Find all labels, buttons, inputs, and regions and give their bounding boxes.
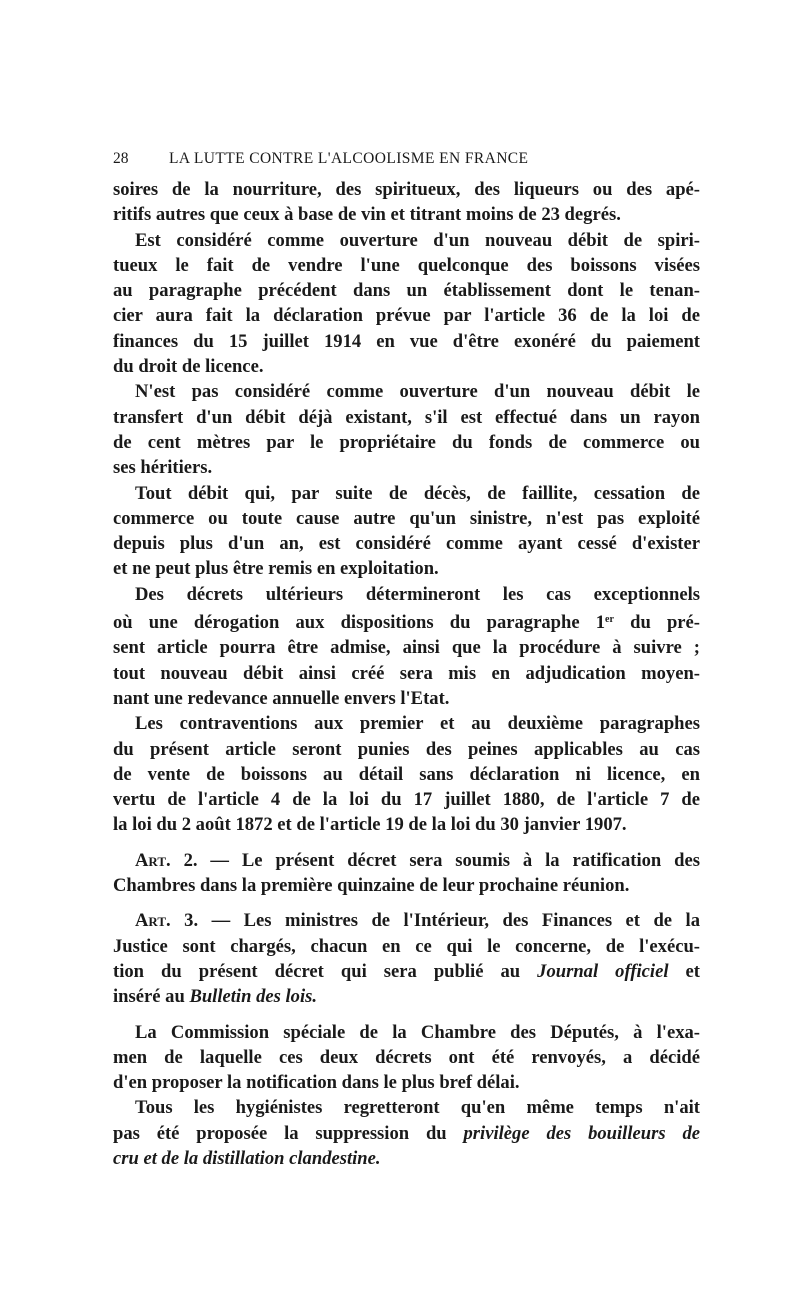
page-body [113,177,700,1171]
text-line: de vente de boissons au détail sans déclaration ni licence, en [113,763,700,785]
text-line: depuis plus d'un an, est considéré comme ayant cessé d'exister [113,533,700,555]
text-line [113,848,700,873]
paragraph [113,1095,700,1171]
running-title: LA LUTTE CONTRE L'ALCOOLISME EN FRANCE [169,150,529,167]
paragraph [113,228,700,380]
text-segment: 3. — Les ministres de l'Intérieur, des Finances et de la [170,910,700,932]
text-line: finances du 15 juillet 1914 en vue d'être exonéré du paiement [113,330,700,352]
paragraph [113,379,700,480]
italic-text: Journal officiel [537,960,669,982]
small-caps-text: Art. [135,849,171,871]
text-segment: 2. — Le présent décret sera soumis à la ratification des [170,849,700,871]
text-line: sent article pourra être admise, ainsi que la procédure à suivre ; [113,637,700,659]
paragraph [113,711,700,837]
text-segment: inséré au [113,986,190,1008]
running-header [113,150,703,174]
text-segment: où une dérogation aux dispositions du paragraphe 1 [113,612,606,634]
text-line: d'en proposer la notification dans le plus bref délai. [113,1072,520,1094]
text-line [113,984,700,1009]
text-line: men de laquelle ces deux décrets ont été renvoyés, a décidé [113,1046,700,1068]
text-line: commerce ou toute cause autre qu'un sinistre, n'est pas exploité [113,507,700,529]
text-line: du présent article seront punies des peines applicables au cas [113,738,700,760]
text-segment: pas été proposée la suppression du [113,1122,464,1144]
text-line: du droit de licence. [113,356,264,378]
text-line [113,1121,700,1146]
italic-text: Bulletin des lois. [189,986,318,1008]
text-line: Tout débit qui, par suite de décès, de faillite, cessation de [135,482,700,504]
paragraph [113,908,700,1009]
text-line [113,607,700,635]
text-line: ses héritiers. [113,457,213,479]
text-line: nant une redevance annuelle envers l'Etat. [113,687,450,709]
text-line: vertu de l'article 4 de la loi du 17 juillet 1880, de l'article 7 de [113,789,700,811]
text-line: de cent mètres par le propriétaire du fonds de commerce ou [113,431,700,453]
text-line: Chambres dans la première quinzaine de leur prochaine réunion. [113,875,630,897]
text-segment: du pré- [613,612,700,634]
text-line: ritifs autres que ceux à base de vin et titrant moins de 23 degrés. [113,204,621,226]
paragraph [113,848,700,899]
text-line [113,1146,700,1171]
paragraph [113,1020,700,1096]
text-line: tueux le fait de vendre l'une quelconque des boissons visées [113,254,700,276]
text-line: transfert d'un débit déjà existant, s'il est effectué dans un rayon [113,406,700,428]
text-line: N'est pas considéré comme ouverture d'un nouveau débit le [135,381,700,403]
paragraph [113,177,700,228]
text-line: la loi du 2 août 1872 et de l'article 19 de la loi du 30 janvier 1907. [113,814,627,836]
text-line: Justice sont chargés, chacun en ce qui le concerne, de l'exécu- [113,935,700,957]
page-number: 28 [113,150,129,167]
text-line: Est considéré comme ouverture d'un nouveau débit de spiri- [135,229,700,251]
text-line: au paragraphe précédent dans un établissement dont le tenan- [113,280,700,302]
italic-text: privilège des bouilleurs de [463,1122,700,1144]
text-line [113,908,700,933]
superscript: er [605,614,614,626]
text-line: Tous les hygiénistes regretteront qu'en même temps n'ait [135,1097,700,1119]
small-caps-text: Art. [135,910,171,932]
text-line: tout nouveau débit ainsi créé sera mis en adjudication moyen- [113,662,700,684]
text-line [113,959,700,984]
text-line: et ne peut plus être remis en exploitation. [113,558,439,580]
paragraph [113,582,700,711]
text-segment: tion du présent décret qui sera publié au [113,960,538,982]
text-line: Des décrets ultérieurs détermineront les cas exceptionnels [135,583,700,605]
text-line: soires de la nourriture, des spiritueux, des liqueurs ou des apé- [113,179,700,200]
paragraph [113,481,700,582]
text-segment: et [668,960,700,982]
text-line: Les contraventions aux premier et au deuxième paragraphes [135,713,700,735]
text-line: La Commission spéciale de la Chambre des Députés, à l'exa- [135,1021,700,1043]
text-line: cier aura fait la déclaration prévue par l'article 36 de la loi de [113,305,700,327]
italic-text: cru et de la distillation clandestine. [113,1147,381,1169]
